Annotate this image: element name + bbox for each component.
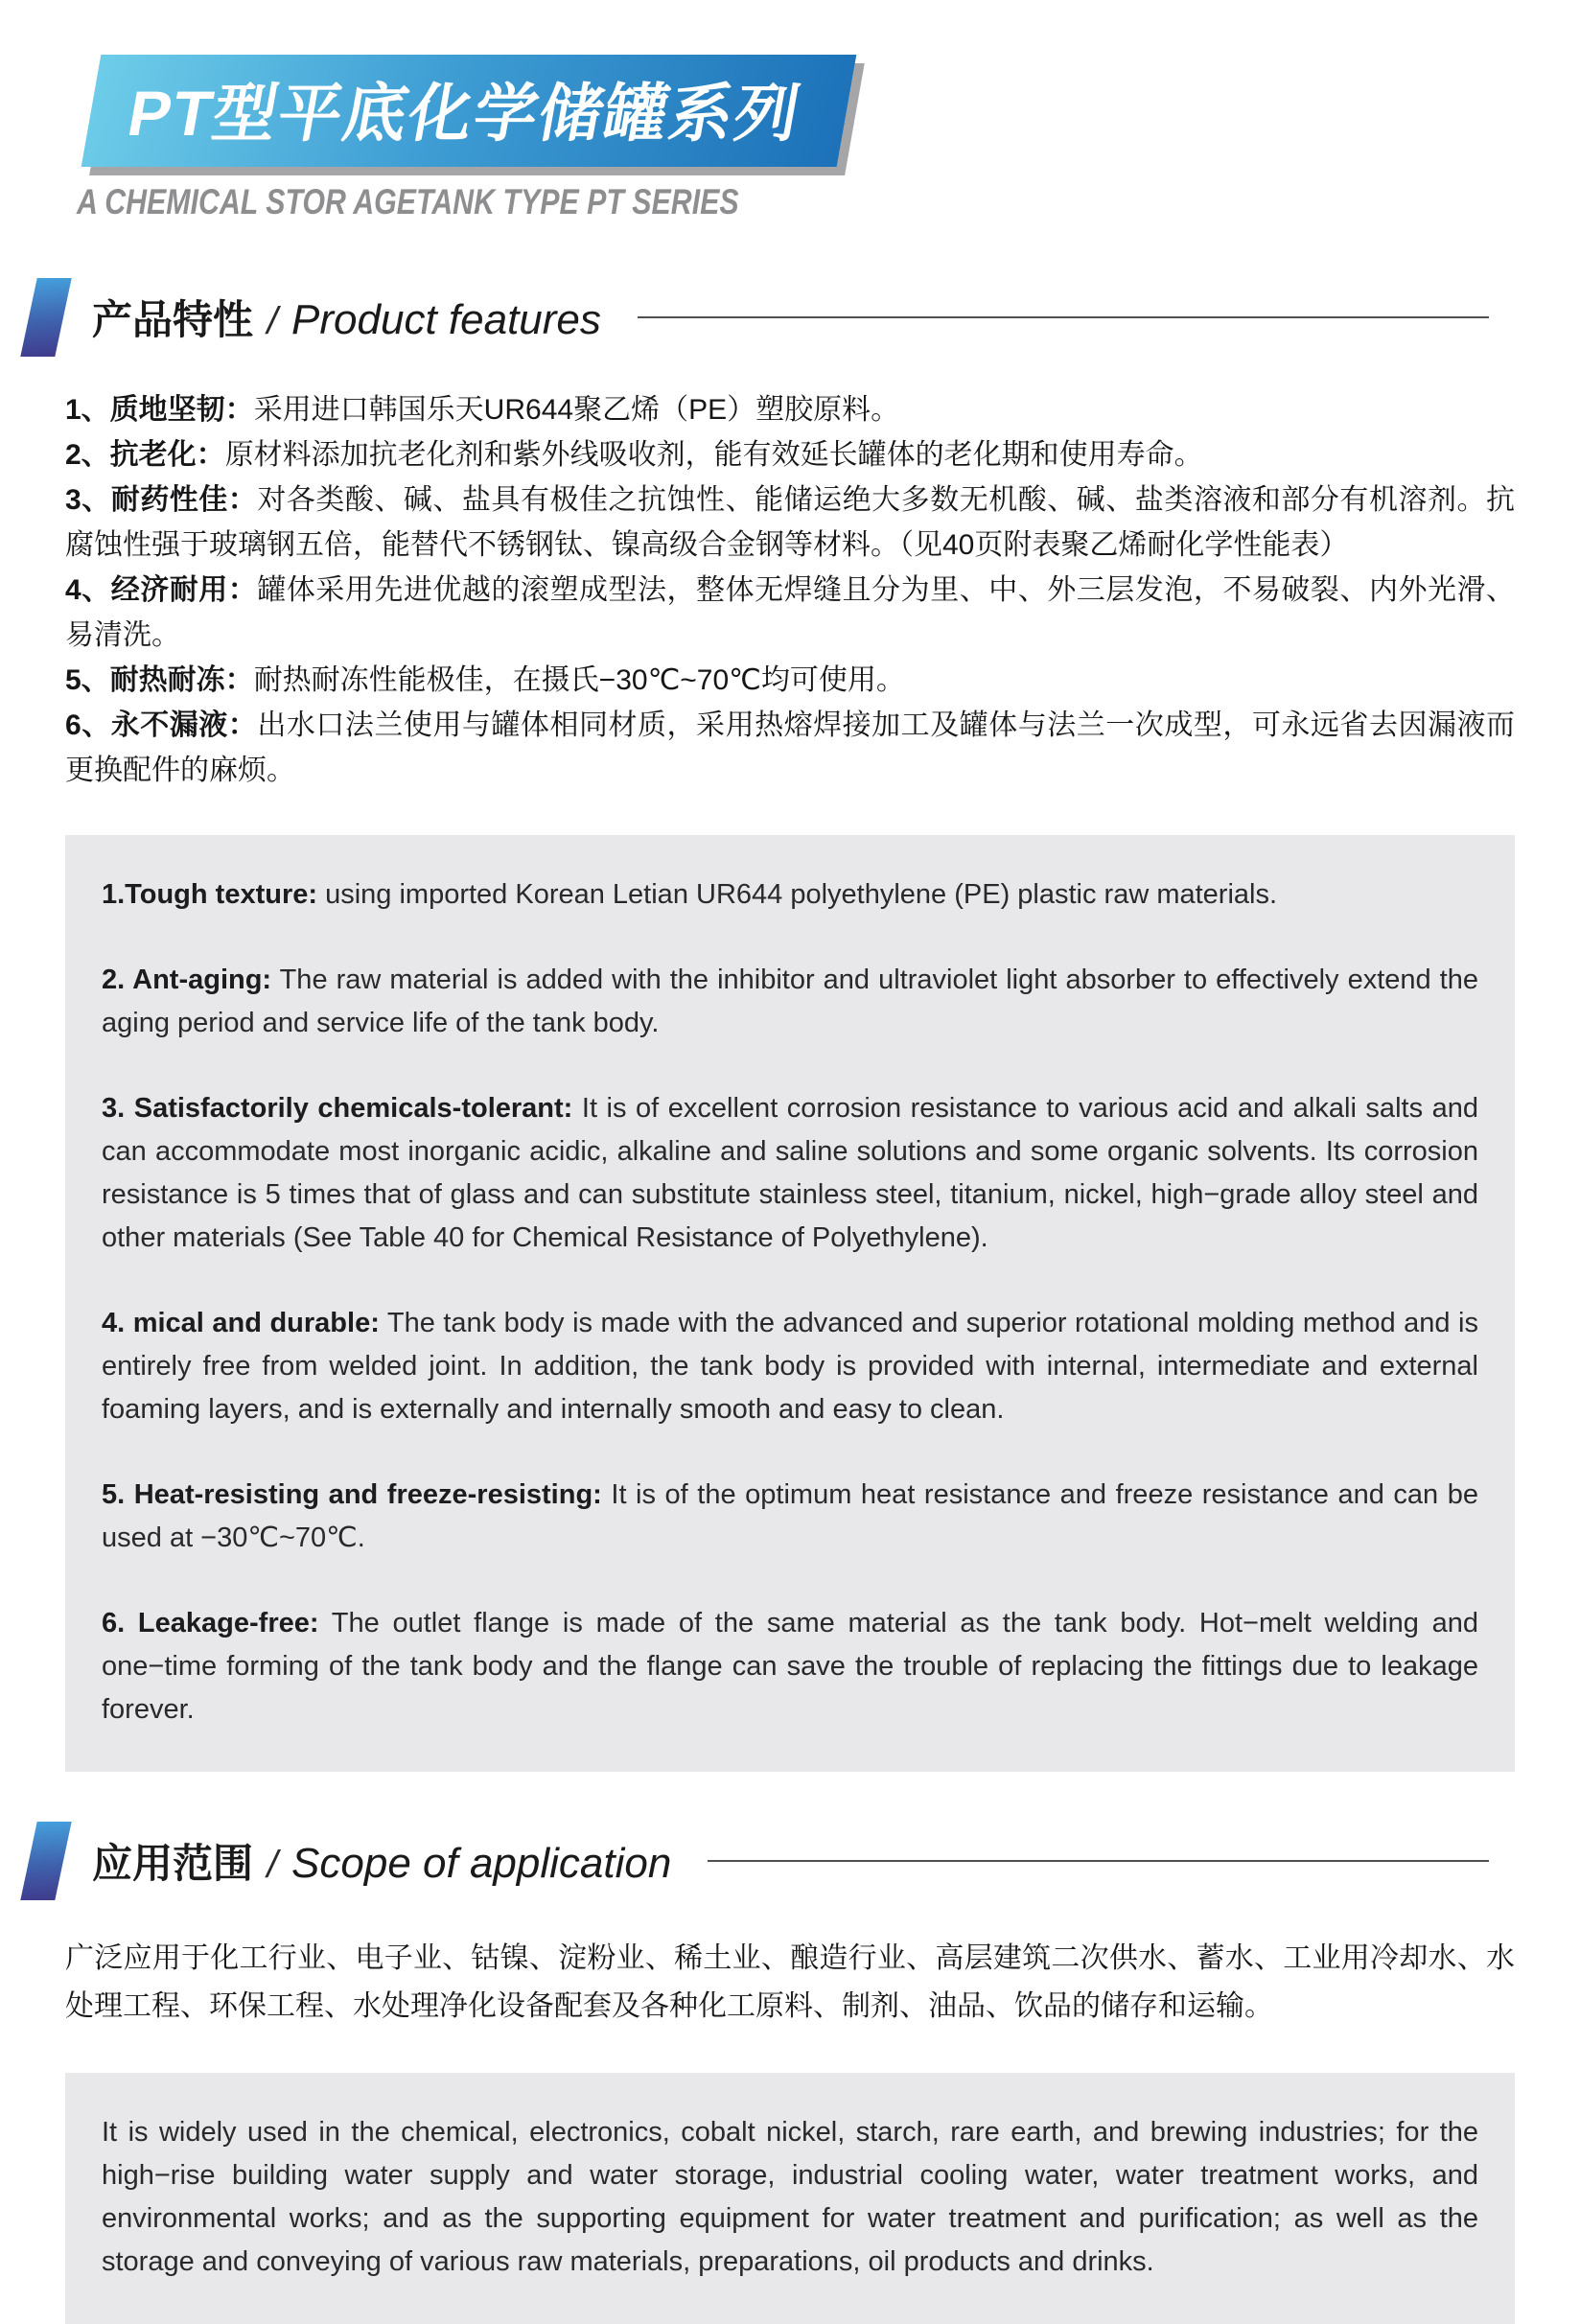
feature-text-en: It is of excellent corrosion resistance to various acid and alkali salts and can accommodate most inorganic acidic, alkaline and saline solutions and some organic solvents. Its corrosion resistance is 5 times that of glass and can substitute stainless steel, titanium, nickel, high−grade alloy steel and other materials (See Table 40 for Chemical Resistance of Polyethylene). [102,1093,1479,1253]
feature-label-en: 3. Satisfactorily chemicals-tolerant: [102,1093,573,1124]
section-rule [708,1860,1489,1862]
feature-text-en: The outlet flange is made of the same material as the tank body. Hot−melt welding and one−time forming of the tank body and the flange can save the trouble of replacing the fittings due to leakage forever. [102,1608,1478,1725]
section-title-divider: / [267,1844,278,1886]
section-rule [638,316,1489,318]
page-title: PT型平底化学储罐系列 [123,78,807,149]
feature-item-en [102,1602,1478,1731]
feature-label-en: 2. Ant-aging: [102,964,272,995]
feature-label-cn: 4、经济耐用： [65,574,258,606]
feature-label-en: 6. Leakage-free: [102,1608,319,1638]
feature-item-en [102,1087,1478,1260]
section-accent-bar [20,278,71,357]
feature-label-cn: 6、永不漏液： [65,709,258,741]
section-accent-bar [20,1822,71,1900]
section-header-features [29,278,1489,357]
section-header-application [29,1822,1489,1900]
section-title-divider: / [267,300,278,342]
feature-item-en [102,1474,1478,1560]
page-banner [91,55,1580,167]
feature-item-en [102,873,1478,917]
feature-text-cn: 对各类酸、碱、盐具有极佳之抗蚀性、能储运绝大多数无机酸、碱、盐类溶液和部分有机溶剂。抗腐蚀性强于玻璃钢五倍，能替代不锈钢钛、镍高级合金钢等材料。（见40页附表聚乙烯耐化学性能表） [65,484,1516,561]
feature-text-en: It is of the optimum heat resistance and freeze resistance and can be used at −30℃~70℃. [102,1479,1478,1553]
feature-text-cn: 采用进口韩国乐天UR644聚乙烯（PE）塑胶原料。 [253,394,900,426]
feature-text-cn: 原材料添加抗老化剂和紫外线吸收剂，能有效延长罐体的老化期和使用寿命。 [224,439,1203,471]
feature-label-en: 4. mical and durable: [102,1308,380,1338]
section-title-application [92,1832,671,1890]
feature-label-cn: 5、耐热耐冻： [65,664,254,696]
feature-label-en: 5. Heat-resisting and freeze-resisting: [102,1479,602,1510]
feature-label-cn: 2、抗老化： [65,439,225,471]
section-title-en: Product features [291,296,601,343]
banner-ribbon [81,55,857,167]
feature-label-cn: 1、质地坚韧： [65,394,254,426]
application-paragraph-en: It is widely used in the chemical, electronics, cobalt nickel, starch, rare earth, and brewing industries; for the high−rise building water supply and water storage, industrial cooling water, water treatment works, and environmental works; and as the supporting equipment for water treatment and purification; as well as the storage and conveying of various raw materials, preparations, oil products and drinks. [102,2117,1478,2277]
feature-panel-en [65,835,1515,1772]
feature-text-en: using imported Korean Letian UR644 polyethylene (PE) plastic raw materials. [317,879,1278,910]
feature-label-cn: 3、耐药性佳： [65,484,258,516]
feature-text-cn: 耐热耐冻性能极佳，在摄氏−30℃~70℃均可使用。 [253,664,905,696]
feature-list-cn [65,387,1515,793]
section-title-cn: 产品特性 [92,297,254,342]
feature-label-en: 1.Tough texture: [102,879,318,910]
feature-item-cn [65,703,1515,793]
section-title-en: Scope of application [291,1840,672,1887]
feature-item-en [102,1302,1478,1431]
feature-item-cn [65,477,1515,568]
feature-item-cn [65,387,1515,432]
section-title-cn: 应用范围 [92,1841,254,1886]
application-panel-en [65,2073,1515,2324]
feature-text-en: The tank body is made with the advanced and superior rotational molding method and is entirely free from welded joint. In addition, the tank body is provided with internal, intermediate and external foaming layers, and is externally and internally smooth and easy to clean. [102,1308,1478,1425]
feature-text-en: The raw material is added with the inhibitor and ultraviolet light absorber to effectively extend the aging period and service life of the tank body. [102,964,1478,1038]
feature-item-cn [65,658,1515,703]
page-subtitle-wrap [77,182,1580,222]
feature-text-cn: 罐体采用先进优越的滚塑成型法，整体无焊缝且分为里、中、外三层发泡，不易破裂、内外光滑、易清洗。 [65,574,1516,651]
feature-item-cn [65,568,1515,658]
application-paragraph-cn: 广泛应用于化工行业、电子业、钴镍、淀粉业、稀土业、酿造行业、高层建筑二次供水、蓄水、工业用冷却水、水处理工程、环保工程、水处理净化设备配套及各种化工原料、制剂、油品、饮品的储存和运输。 [65,1942,1515,2022]
feature-text-cn: 出水口法兰使用与罐体相同材质，采用热熔焊接加工及罐体与法兰一次成型，可永远省去因漏液而更换配件的麻烦。 [65,709,1516,786]
feature-item-cn [65,432,1515,477]
section-title-features [92,289,601,346]
page-subtitle: A CHEMICAL STOR AGETANK TYPE PT SERIES [77,182,739,221]
feature-item-en [102,959,1478,1045]
